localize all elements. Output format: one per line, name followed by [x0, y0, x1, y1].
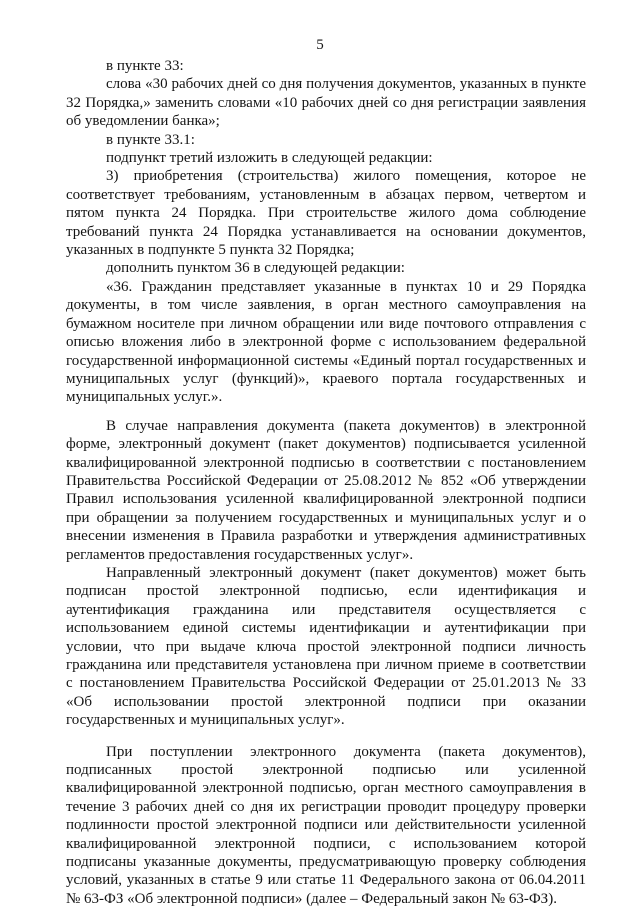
paragraph-point-33-replacement: слова «30 рабочих дней со дня получения документов, указанных в пункте 32 Порядка,» заменить словами «10 рабочих дней со дня регистрации заявления об уведомлении банка»; — [66, 76, 586, 130]
paragraph-subpoint-three-intro: подпункт третий изложить в следующей редакции: — [106, 150, 433, 167]
paragraph-point-36-text: «36. Гражданин представляет указанные в пунктах 10 и 29 Порядка документы, в том числе заявления, в орган местного самоуправления на бумажном носителе при личном обращении или виде почтового отправления с описью вложения либо в электронной форме с использованием федеральной государственной информационной системы «Единый портал государственных и муниципальных услуг (функций)», краевого портала государственных и муниципальных услуг.». — [66, 278, 586, 406]
document-body — [66, 57, 586, 908]
page-number: 5 — [316, 37, 324, 53]
paragraph-add-point-36: дополнить пунктом 36 в следующей редакции: — [106, 260, 405, 277]
paragraph-simple-signature: Направленный электронный документ (пакет документов) может быть подписан простой электронной подписью, если идентификация и аутентификация гражданина или представителя осуществляется с использованием единой системы идентификации и аутентификации при условии, что при выдаче ключа простой электронной подписи личность гражданина или представителя установлена при личном приеме в соответствии с постановлением Правительства Российской Федерации от 25.01.2013 № 33 «Об использовании простой электронной подписи при оказании государственных и муниципальных услуг». — [66, 564, 586, 729]
paragraph-point-33-1-heading: в пункте 33.1: — [106, 131, 195, 148]
paragraph-point-33-heading: в пункте 33: — [106, 58, 184, 74]
paragraph-electronic-document: В случае направления документа (пакета документов) в электронной форме, электронный документ (пакет документов) подписывается усиленной квалифицированной электронной подписью в соответствии с постановлением Правительства Российской Федерации от 25.08.2012 № 852 «Об утверждении Правил использования усиленной квалифицированной электронной подписи при обращении за получением государственных и муниципальных услуг и о внесении изменения в Правила разработки и утверждения административных регламентов предоставления государственных услуг». — [66, 417, 586, 563]
paragraph-subpoint-three-text: 3) приобретения (строительства) жилого помещения, которое не соответствует требованиям, установленным в абзацах первом, четвертом и пятом пункта 24 Порядка. При строительстве жилого дома соблюдение требований пункта 24 Порядка устанавливается на основании документов, указанных в подпункте 5 пункта 32 Порядка; — [66, 168, 586, 259]
paragraph-signature-verification: При поступлении электронного документа (пакета документов), подписанных простой электронной подписью или усиленной квалифицированной электронной подписью, орган местного самоуправления в течение 3 рабочих дней со дня их регистрации проводит процедуру проверки подлинности простой электронной подписи или действительности усиленной квалифицированной электронной подписи, с использованием которой подписаны указанные документы, предусматривающую проверку соблюдения условий, указанных в статье 9 или статье 11 Федерального закона от 06.04.2011 № 63-ФЗ «Об электронной подписи» (далее – Федеральный закон № 63-ФЗ). — [66, 743, 586, 907]
